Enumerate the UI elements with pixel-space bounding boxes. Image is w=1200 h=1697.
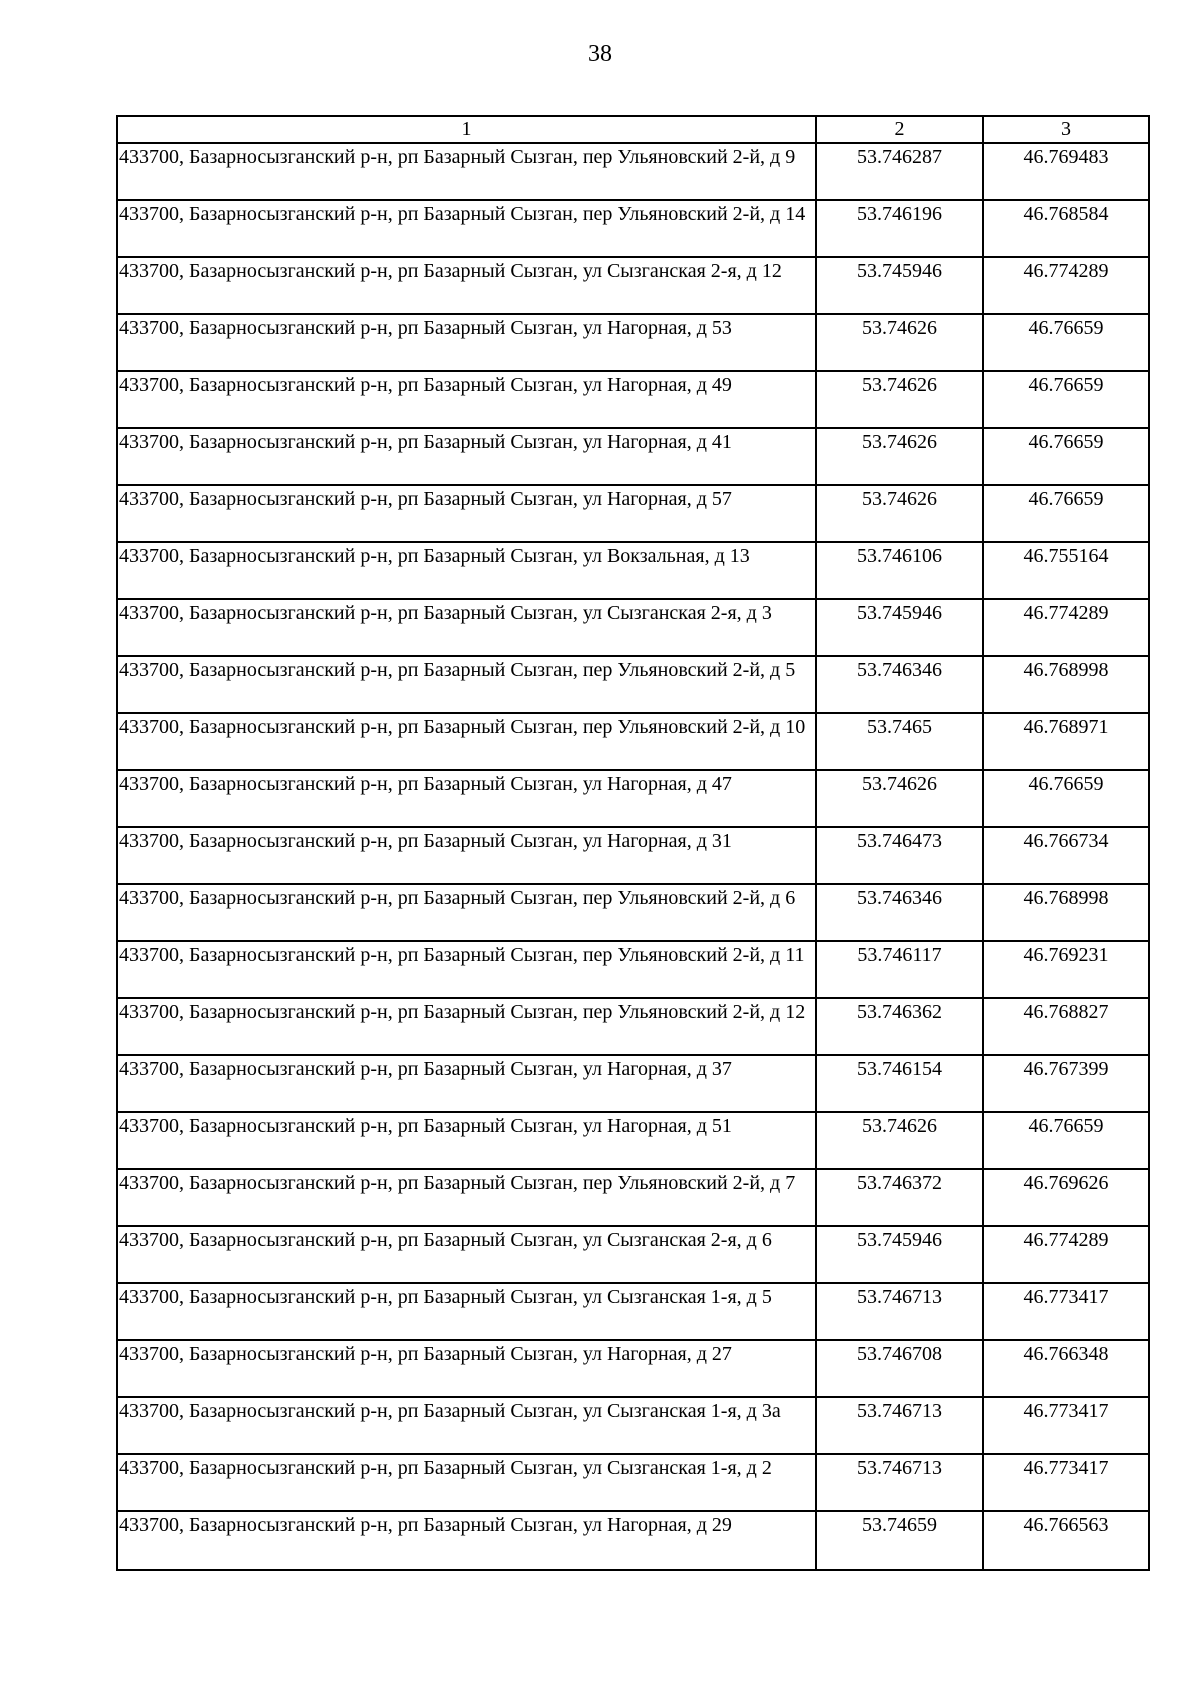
- column-3-cell: 46.766348: [983, 1340, 1149, 1397]
- address-cell: 433700, Базарносызганский р-н, рп Базарный Сызган, ул Сызганская 1-я, д 2: [117, 1454, 816, 1511]
- address-cell: 433700, Базарносызганский р-н, рп Базарный Сызган, пер Ульяновский 2-й, д 10: [117, 713, 816, 770]
- column-2-cell: 53.746287: [816, 143, 983, 200]
- address-cell: 433700, Базарносызганский р-н, рп Базарный Сызган, ул Нагорная, д 29: [117, 1511, 816, 1570]
- address-cell: 433700, Базарносызганский р-н, рп Базарный Сызган, ул Сызганская 1-я, д 5: [117, 1283, 816, 1340]
- table-row: [117, 1169, 1149, 1226]
- column-3-cell: 46.768827: [983, 998, 1149, 1055]
- column-3-cell: 46.768998: [983, 656, 1149, 713]
- column-2-cell: 53.745946: [816, 599, 983, 656]
- address-cell: 433700, Базарносызганский р-н, рп Базарный Сызган, ул Вокзальная, д 13: [117, 542, 816, 599]
- column-2-cell: 53.7465: [816, 713, 983, 770]
- column-3-cell: 46.76659: [983, 1112, 1149, 1169]
- column-2-cell: 53.74626: [816, 314, 983, 371]
- column-3-cell: 46.769483: [983, 143, 1149, 200]
- table-row: [117, 1454, 1149, 1511]
- column-3-cell: 46.774289: [983, 1226, 1149, 1283]
- column-2-cell: 53.74626: [816, 485, 983, 542]
- table-row: [117, 827, 1149, 884]
- column-2-cell: 53.746154: [816, 1055, 983, 1112]
- column-2-cell: 53.74626: [816, 1112, 983, 1169]
- column-2-cell: 53.746372: [816, 1169, 983, 1226]
- column-2-cell: 53.745946: [816, 257, 983, 314]
- column-3-cell: 46.76659: [983, 770, 1149, 827]
- column-3-cell: 46.773417: [983, 1397, 1149, 1454]
- column-3-cell: 46.773417: [983, 1283, 1149, 1340]
- column-3-cell: 46.766563: [983, 1511, 1149, 1570]
- table-row: [117, 599, 1149, 656]
- address-cell: 433700, Базарносызганский р-н, рп Базарный Сызган, ул Нагорная, д 49: [117, 371, 816, 428]
- address-cell: 433700, Базарносызганский р-н, рп Базарный Сызган, пер Ульяновский 2-й, д 6: [117, 884, 816, 941]
- address-cell: 433700, Базарносызганский р-н, рп Базарный Сызган, ул Сызганская 2-я, д 3: [117, 599, 816, 656]
- column-3-cell: 46.76659: [983, 485, 1149, 542]
- column-header-1: 1: [117, 116, 816, 143]
- table-row: [117, 713, 1149, 770]
- address-cell: 433700, Базарносызганский р-н, рп Базарный Сызган, пер Ульяновский 2-й, д 14: [117, 200, 816, 257]
- address-cell: 433700, Базарносызганский р-н, рп Базарный Сызган, пер Ульяновский 2-й, д 11: [117, 941, 816, 998]
- page-number: 38: [588, 41, 612, 67]
- column-2-cell: 53.746196: [816, 200, 983, 257]
- table-row: [117, 428, 1149, 485]
- address-cell: 433700, Базарносызганский р-н, рп Базарный Сызган, ул Сызганская 2-я, д 6: [117, 1226, 816, 1283]
- column-3-cell: 46.769626: [983, 1169, 1149, 1226]
- table-row: [117, 770, 1149, 827]
- column-3-cell: 46.774289: [983, 599, 1149, 656]
- table-row: [117, 1397, 1149, 1454]
- table-header-row: [117, 116, 1149, 143]
- column-2-cell: 53.746346: [816, 656, 983, 713]
- table-row: [117, 656, 1149, 713]
- table-row: [117, 200, 1149, 257]
- table-row: [117, 998, 1149, 1055]
- table-row: [117, 542, 1149, 599]
- column-2-cell: 53.746106: [816, 542, 983, 599]
- column-header-3: 3: [983, 116, 1149, 143]
- address-cell: 433700, Базарносызганский р-н, рп Базарный Сызган, ул Нагорная, д 53: [117, 314, 816, 371]
- column-3-cell: 46.768998: [983, 884, 1149, 941]
- column-3-cell: 46.755164: [983, 542, 1149, 599]
- table-row: [117, 884, 1149, 941]
- address-cell: 433700, Базарносызганский р-н, рп Базарный Сызган, ул Нагорная, д 47: [117, 770, 816, 827]
- address-cell: 433700, Базарносызганский р-н, рп Базарный Сызган, пер Ульяновский 2-й, д 9: [117, 143, 816, 200]
- column-2-cell: 53.746362: [816, 998, 983, 1055]
- address-cell: 433700, Базарносызганский р-н, рп Базарный Сызган, пер Ульяновский 2-й, д 7: [117, 1169, 816, 1226]
- column-header-2: 2: [816, 116, 983, 143]
- table-row: [117, 257, 1149, 314]
- column-3-cell: 46.774289: [983, 257, 1149, 314]
- address-cell: 433700, Базарносызганский р-н, рп Базарный Сызган, пер Ульяновский 2-й, д 12: [117, 998, 816, 1055]
- column-3-cell: 46.768971: [983, 713, 1149, 770]
- column-2-cell: 53.746713: [816, 1397, 983, 1454]
- column-2-cell: 53.746708: [816, 1340, 983, 1397]
- column-2-cell: 53.746713: [816, 1283, 983, 1340]
- table-row: [117, 941, 1149, 998]
- column-2-cell: 53.746713: [816, 1454, 983, 1511]
- table-row: [117, 371, 1149, 428]
- column-3-cell: 46.76659: [983, 371, 1149, 428]
- column-2-cell: 53.74659: [816, 1511, 983, 1570]
- table-body: [117, 143, 1149, 1570]
- column-3-cell: 46.768584: [983, 200, 1149, 257]
- address-cell: 433700, Базарносызганский р-н, рп Базарный Сызган, ул Нагорная, д 51: [117, 1112, 816, 1169]
- address-cell: 433700, Базарносызганский р-н, рп Базарный Сызган, пер Ульяновский 2-й, д 5: [117, 656, 816, 713]
- column-3-cell: 46.76659: [983, 428, 1149, 485]
- table-row: [117, 1112, 1149, 1169]
- table-row: [117, 314, 1149, 371]
- column-3-cell: 46.766734: [983, 827, 1149, 884]
- column-2-cell: 53.745946: [816, 1226, 983, 1283]
- column-2-cell: 53.746346: [816, 884, 983, 941]
- address-cell: 433700, Базарносызганский р-н, рп Базарный Сызган, ул Нагорная, д 37: [117, 1055, 816, 1112]
- column-2-cell: 53.74626: [816, 770, 983, 827]
- column-2-cell: 53.746473: [816, 827, 983, 884]
- address-cell: 433700, Базарносызганский р-н, рп Базарный Сызган, ул Нагорная, д 31: [117, 827, 816, 884]
- address-cell: 433700, Базарносызганский р-н, рп Базарный Сызган, ул Сызганская 1-я, д 3а: [117, 1397, 816, 1454]
- address-cell: 433700, Базарносызганский р-н, рп Базарный Сызган, ул Нагорная, д 27: [117, 1340, 816, 1397]
- table-row: [117, 143, 1149, 200]
- table-row: [117, 485, 1149, 542]
- column-3-cell: 46.773417: [983, 1454, 1149, 1511]
- address-coordinates-table: [116, 115, 1150, 1571]
- table-row: [117, 1226, 1149, 1283]
- column-2-cell: 53.74626: [816, 428, 983, 485]
- column-3-cell: 46.769231: [983, 941, 1149, 998]
- address-cell: 433700, Базарносызганский р-н, рп Базарный Сызган, ул Нагорная, д 41: [117, 428, 816, 485]
- table-row: [117, 1340, 1149, 1397]
- table-row: [117, 1055, 1149, 1112]
- table-row: [117, 1283, 1149, 1340]
- address-cell: 433700, Базарносызганский р-н, рп Базарный Сызган, ул Нагорная, д 57: [117, 485, 816, 542]
- column-3-cell: 46.76659: [983, 314, 1149, 371]
- column-2-cell: 53.746117: [816, 941, 983, 998]
- column-3-cell: 46.767399: [983, 1055, 1149, 1112]
- address-cell: 433700, Базарносызганский р-н, рп Базарный Сызган, ул Сызганская 2-я, д 12: [117, 257, 816, 314]
- table-row: [117, 1511, 1149, 1570]
- column-2-cell: 53.74626: [816, 371, 983, 428]
